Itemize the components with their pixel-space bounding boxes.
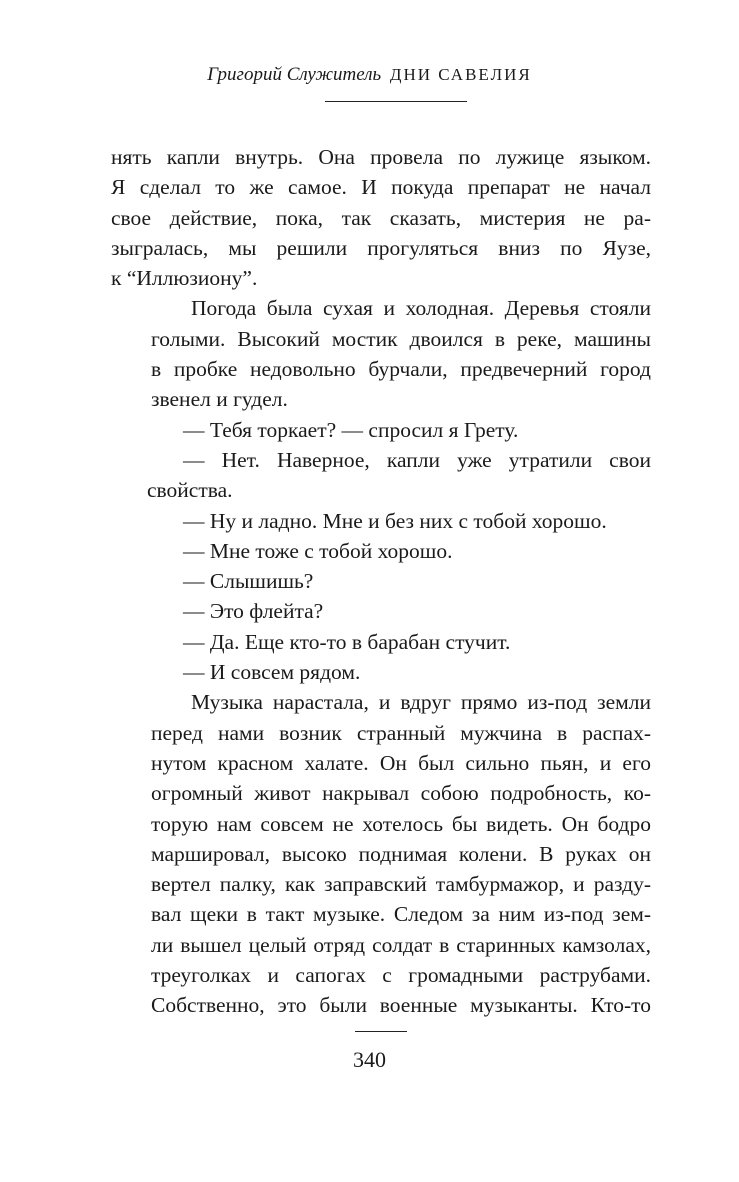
- text-line: в пробке недовольно бурчали, предвечерний город: [151, 357, 651, 382]
- text-line: — Нет. Наверное, капли уже утратили свои: [183, 447, 651, 472]
- dialog-paragraph: [111, 657, 651, 687]
- paragraph: [111, 293, 651, 414]
- dialog-paragraph: [111, 536, 651, 566]
- text-line: голыми. Высокий мостик двоился в реке, машины: [151, 326, 651, 351]
- text-line: — Ну и ладно. Мне и без них с тобой хорошо.: [183, 508, 607, 533]
- running-head-author: Григорий Служитель: [207, 64, 382, 85]
- text-line: вал щеки в такт музыке. Следом за ним из-под зем-: [151, 902, 651, 927]
- page-number: 340: [353, 1047, 386, 1072]
- text-line: треуголках и сапогах с громадными раструбами.: [151, 963, 651, 988]
- paragraph: [111, 687, 651, 1020]
- text-line: — Да. Еще кто-то в барабан стучит.: [183, 629, 511, 654]
- text-line: — Тебя торкает? — спросил я Грету.: [183, 417, 519, 442]
- text-line: — И совсем рядом.: [183, 660, 361, 685]
- running-head-rule: [325, 101, 467, 102]
- text-line: свойства.: [147, 478, 233, 503]
- text-line: Погода была сухая и холодная. Деревья стояли: [191, 296, 651, 321]
- text-line: ли вышел целый отряд солдат в старинных камзолах,: [151, 932, 651, 957]
- text-line: звенел и гудел.: [151, 387, 288, 412]
- text-line: торую нам совсем не хотелось бы видеть. Он бодро: [151, 811, 651, 836]
- running-head-title: ДНИ САВЕЛИЯ: [389, 65, 532, 84]
- paragraph: [111, 142, 651, 293]
- text-line: к “Иллюзиону”.: [111, 266, 258, 291]
- dialog-paragraph: [111, 596, 651, 626]
- text-line: Я сделал то же самое. И покуда препарат не начал: [111, 175, 651, 200]
- text-line: нять капли внутрь. Она провела по лужице языком.: [111, 145, 651, 169]
- dialog-paragraph: [111, 627, 651, 657]
- dialog-paragraph: [111, 566, 651, 596]
- text-line: маршировал, высоко поднимая колени. В руках он: [151, 841, 651, 866]
- text-line: вертел палку, как заправский тамбурмажор, и разду-: [151, 872, 651, 897]
- text-line: Собственно, это были военные музыканты. Кто-то: [151, 993, 651, 1018]
- text-line: нутом красном халате. Он был сильно пьян, и его: [151, 750, 651, 775]
- text-line: — Мне тоже с тобой хорошо.: [183, 538, 453, 563]
- running-head: [0, 62, 739, 88]
- text-line: перед нами возник странный мужчина в распах-: [151, 720, 651, 745]
- text-line: — Это флейта?: [183, 599, 324, 624]
- dialog-paragraph: [111, 445, 651, 506]
- text-line: Музыка нарастала, и вдруг прямо из-под земли: [191, 690, 651, 715]
- text-line: — Слышишь?: [183, 569, 314, 594]
- text-line: огромный живот накрывал собою подробность, ко-: [151, 781, 651, 806]
- text-line: свое действие, пока, так сказать, мистерия не ра-: [111, 205, 651, 230]
- body-text: [111, 142, 651, 1021]
- text-line: зыгралась, мы решили прогуляться вниз по Яузе,: [111, 235, 651, 260]
- folio-rule: [355, 1031, 407, 1032]
- dialog-paragraph: [111, 415, 651, 445]
- dialog-paragraph: [111, 506, 651, 536]
